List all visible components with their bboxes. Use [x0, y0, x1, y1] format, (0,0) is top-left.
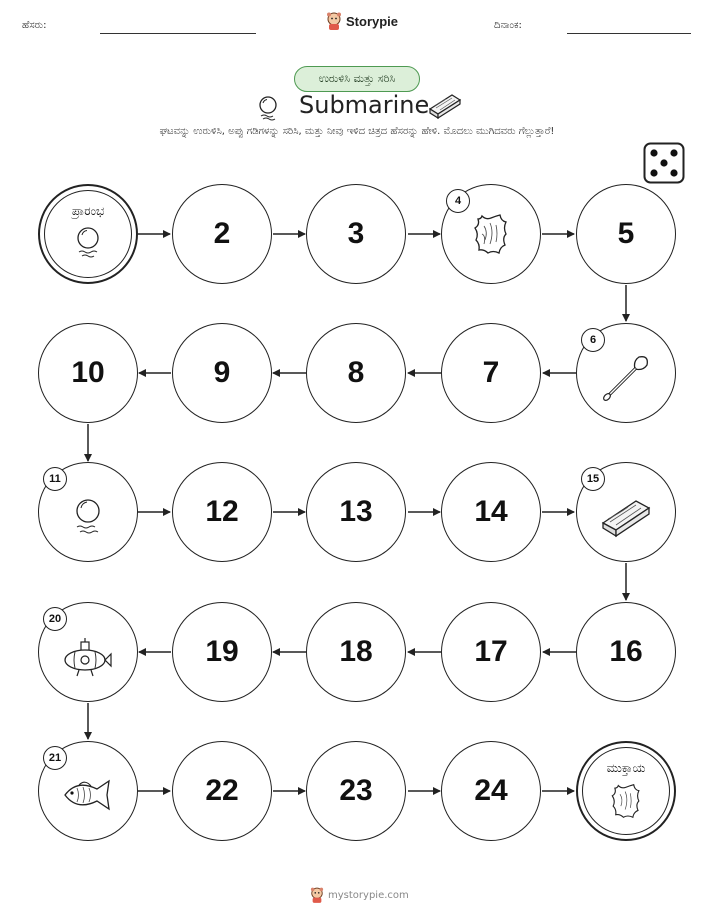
space-number: 16 [609, 635, 643, 668]
space-number: 10 [71, 356, 105, 389]
space-19 [172, 602, 272, 702]
paddle-icon [599, 351, 653, 405]
space-number: 18 [339, 635, 373, 668]
space-badge: 20 [43, 607, 67, 631]
space-number: 13 [339, 495, 373, 528]
space-number: 7 [482, 356, 500, 389]
brand-logo [326, 12, 398, 30]
mascot-icon [310, 887, 324, 903]
space-number: 9 [213, 356, 231, 389]
leather-hide-icon [608, 781, 644, 821]
space-2 [172, 184, 272, 284]
space-number: 2 [213, 217, 231, 250]
space-badge: 11 [43, 467, 67, 491]
mascot-icon [326, 12, 342, 30]
space-number: 14 [474, 495, 508, 528]
bubble-icon [71, 496, 105, 536]
brand-name: Storypie [346, 13, 399, 29]
title-row [0, 91, 714, 123]
space-8 [306, 323, 406, 423]
page-title: Submarine [299, 91, 430, 119]
wood-plank-icon [600, 495, 652, 539]
space-number: 5 [617, 217, 635, 250]
space-badge: 21 [43, 746, 67, 770]
footer [310, 887, 409, 903]
space-number: 23 [339, 774, 373, 807]
space-6 [576, 323, 676, 423]
space-14 [441, 462, 541, 562]
wood-plank-icon [428, 91, 462, 119]
submarine-icon [61, 638, 115, 678]
space-3 [306, 184, 406, 284]
space-5 [576, 184, 676, 284]
name-field-line[interactable] [100, 33, 256, 34]
fish-icon [61, 777, 115, 813]
space-18 [306, 602, 406, 702]
space-number: 17 [474, 635, 508, 668]
date-field-line[interactable] [567, 33, 691, 34]
space-13 [306, 462, 406, 562]
space-11 [38, 462, 138, 562]
footer-url[interactable]: mystorypie.com [328, 889, 409, 901]
bubble-icon [256, 95, 280, 121]
space-16 [576, 602, 676, 702]
space-24 [441, 741, 541, 841]
name-label: ಹೆಸರು: [22, 20, 47, 31]
space-badge: 4 [446, 189, 470, 213]
space-badge: 6 [581, 328, 605, 352]
game-type-label: ಉರುಳಿಸಿ ಮತ್ತು ಸರಿಸಿ [318, 72, 396, 85]
instructions: ಘಟವನ್ನು ಉರುಳಿಸಿ, ಅಪ್ಪು ಗಡಿಗಳನ್ನು ಸರಿಸಿ, ಮತ್ತು ನೀವು ಇಳಿದ ಚಿತ್ರದ ಹೆಸರನ್ನು ಹೇಳಿ. ಮೊದಲು ಮುಗಿದವರು ಗೆಲ್ಲುತ್ತಾರೆ! [159, 126, 555, 137]
leather-hide-icon [470, 212, 512, 256]
space-20 [38, 602, 138, 702]
space-number: 19 [205, 635, 239, 668]
space-badge: 15 [581, 467, 605, 491]
bubble-icon [73, 225, 103, 259]
start-space [38, 184, 138, 284]
space-number: 24 [474, 774, 508, 807]
space-number: 8 [347, 356, 365, 389]
space-23 [306, 741, 406, 841]
game-type-pill [294, 66, 420, 92]
dice-icon [643, 142, 685, 184]
space-10 [38, 323, 138, 423]
start-label: ಪ್ರಾರಂಭ [71, 204, 105, 218]
space-number: 12 [205, 495, 239, 528]
finish-label: ಮುಕ್ತಾಯ [606, 761, 646, 775]
space-15 [576, 462, 676, 562]
space-21 [38, 741, 138, 841]
space-4 [441, 184, 541, 284]
space-9 [172, 323, 272, 423]
space-17 [441, 602, 541, 702]
date-label: ದಿನಾಂಕ: [494, 20, 522, 31]
finish-space [576, 741, 676, 841]
space-12 [172, 462, 272, 562]
space-22 [172, 741, 272, 841]
space-7 [441, 323, 541, 423]
space-number: 22 [205, 774, 239, 807]
space-number: 3 [347, 217, 365, 250]
